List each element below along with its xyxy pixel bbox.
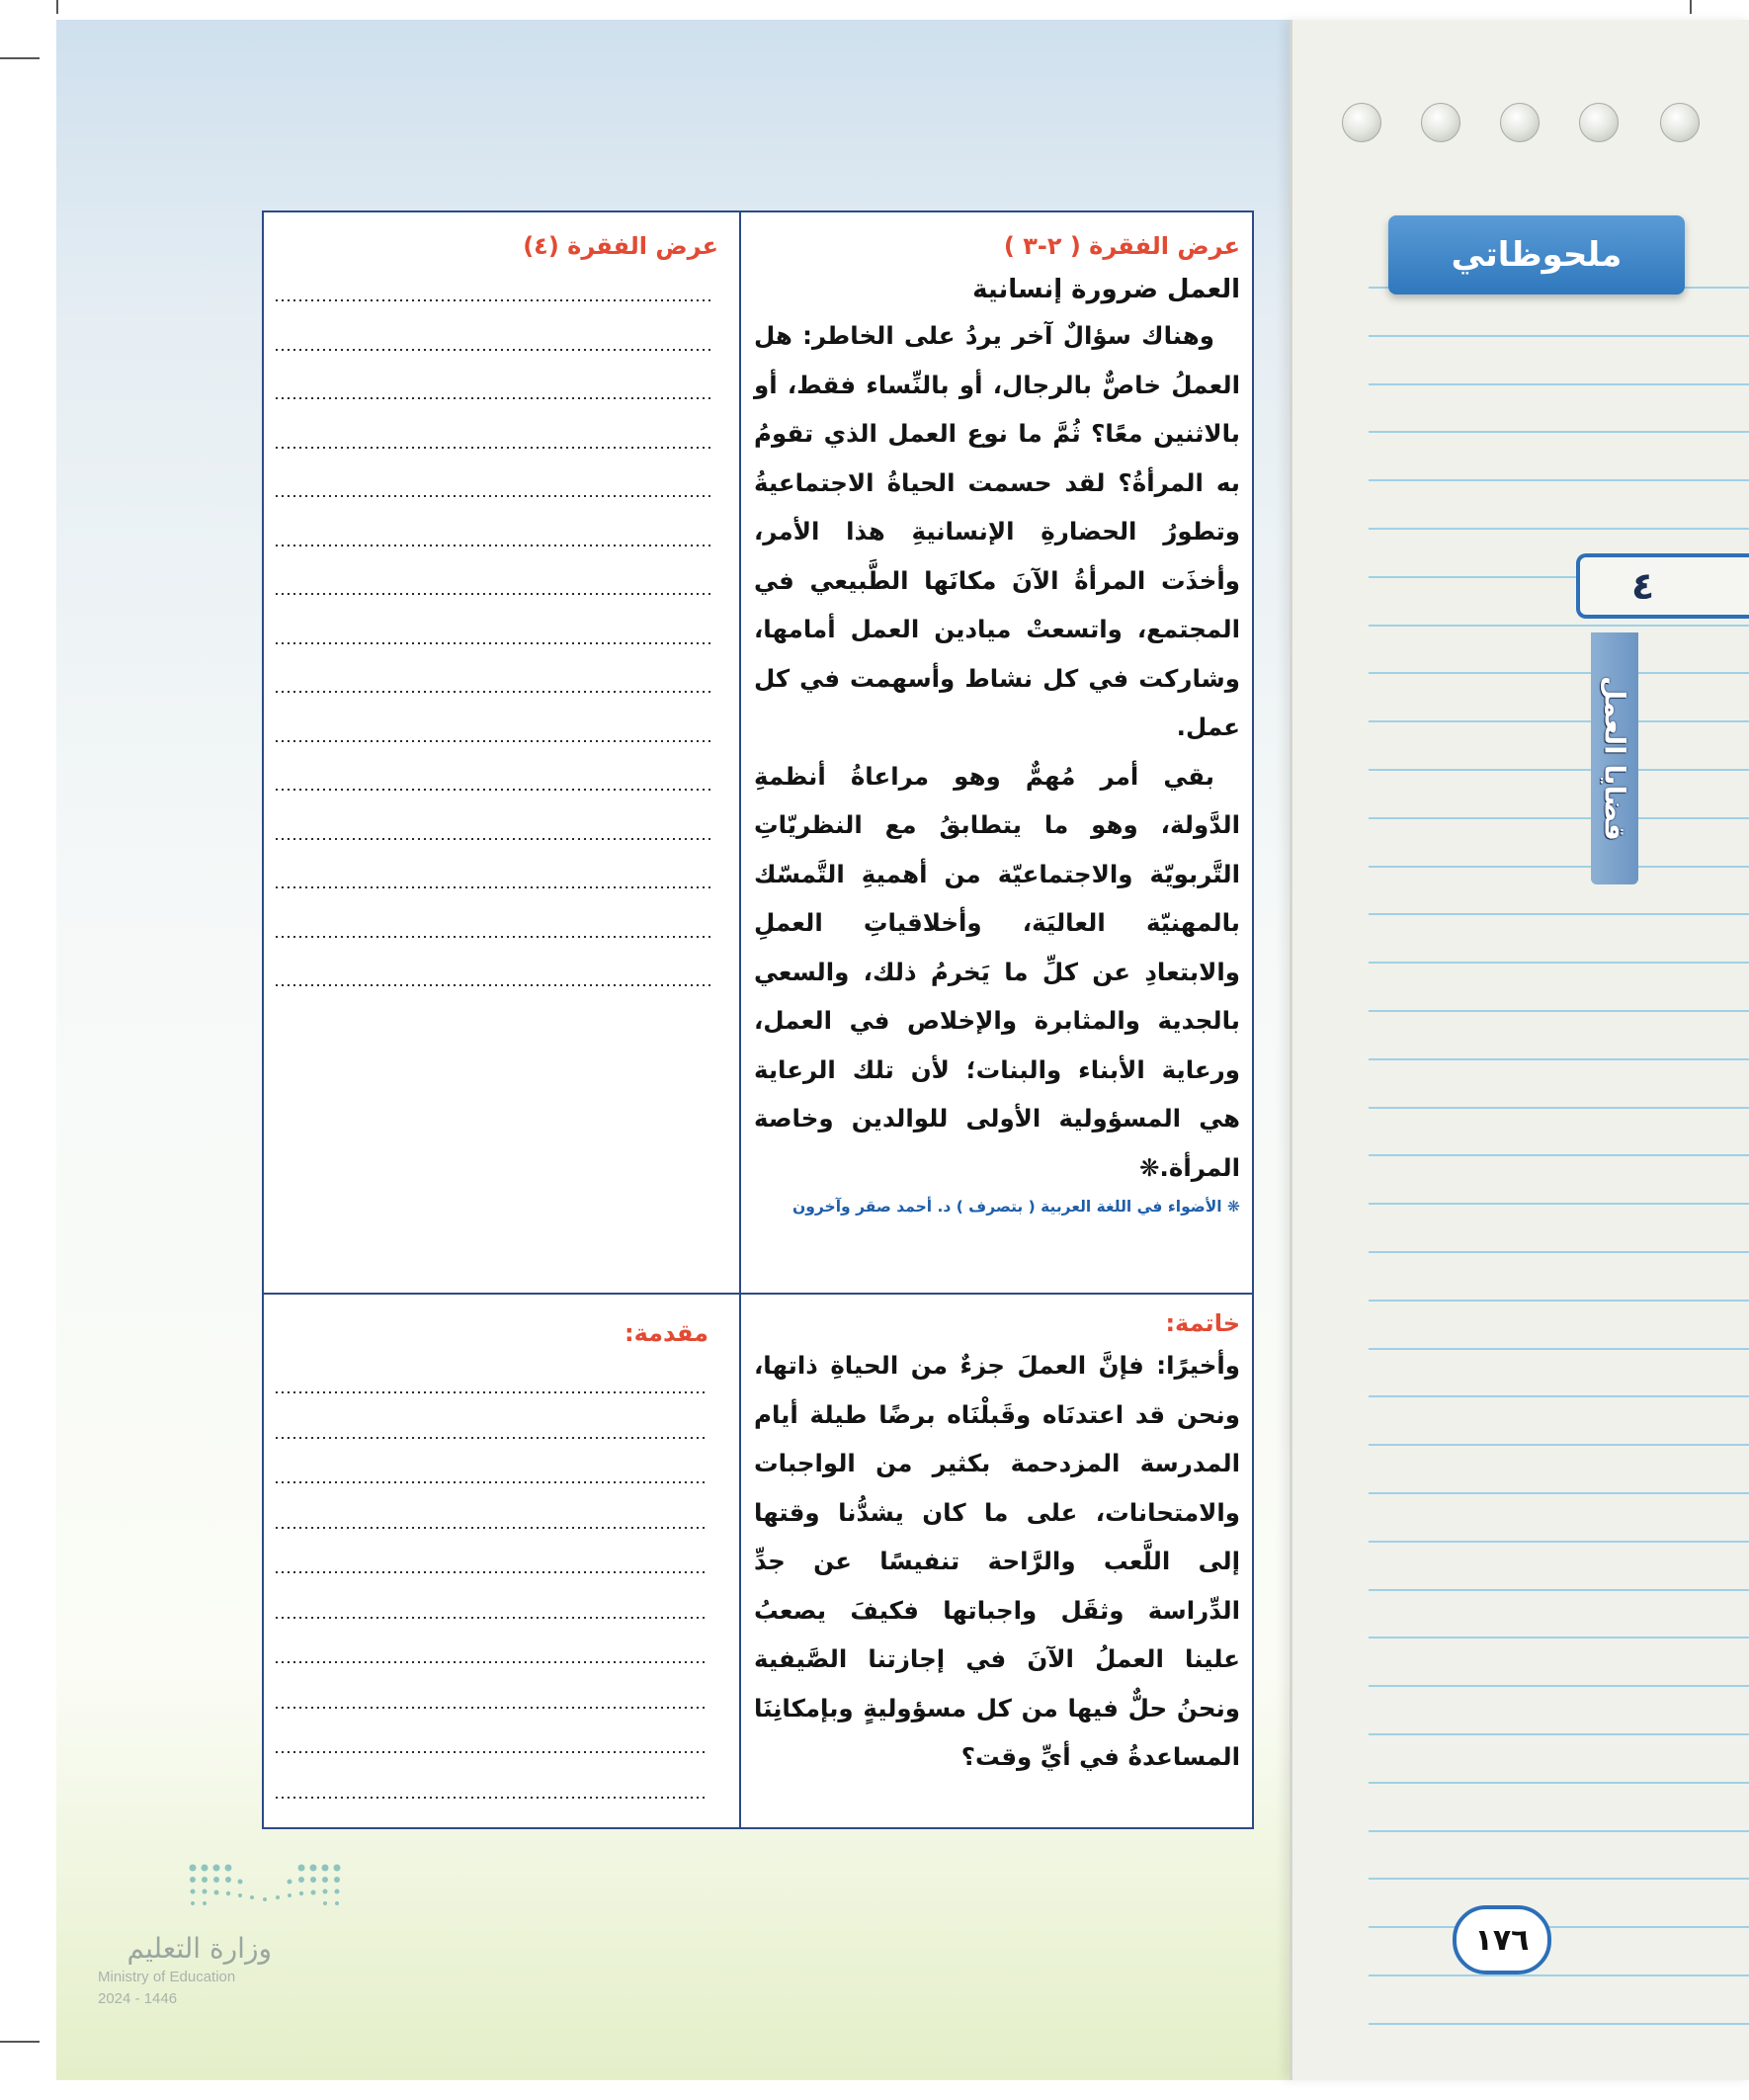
cell-heading-paragraph-4: عرض الفقرة (٤) (523, 232, 718, 260)
ministry-year: 2024 - 1446 (98, 1990, 178, 2007)
crop-mark (56, 0, 58, 14)
cell-heading-introduction: مقدمة: (624, 1319, 708, 1347)
binder-ring-icon (1500, 103, 1540, 142)
notebook-sidebar (1290, 20, 1749, 2080)
notebook-rule-line (1369, 769, 1749, 771)
notebook-rule-line (1369, 1203, 1749, 1205)
answer-line (274, 1571, 705, 1573)
notebook-rule-line (1369, 1541, 1749, 1543)
notebook-rule-line (1369, 431, 1749, 433)
answer-line (274, 1751, 705, 1753)
answer-line (274, 299, 714, 301)
conclusion-heading: خاتمة: (1165, 1309, 1240, 1337)
binder-ring-icon (1579, 103, 1619, 142)
conclusion-paragraph: وأخيرًا: فإنَّ العملَ جزءٌ من الحياةِ ذاتها، ونحن قد اعتدنَاه وقَبلْنَاه برضًا طيلة أيام المدرسة المزدحمة بكثير من الواجبات والامتحانات، على ما كان يشدُّنا وقتها إلى اللَّعب والرَّاحة تنفيسًا عن جدِّ الدِّراسة وثقَل واجباتها فكيفَ يصعبُ علينا العملُ الآنَ في إجازتنا الصَّيفية ونحنُ حلٌّ فيها من كل مسؤوليةٍ وبإمكانِنَا المساعدةُ في أيِّ وقت؟ (754, 1351, 1240, 1771)
notebook-rule-line (1369, 1395, 1749, 1397)
notebook-rule-line (1369, 1492, 1749, 1494)
notebook-rule-line (1369, 1154, 1749, 1156)
answer-line (274, 984, 714, 986)
notebook-rule-line (1369, 383, 1749, 385)
notebook-rule-line (1369, 962, 1749, 964)
notebook-rule-line (1369, 1830, 1749, 1832)
ministry-name-ar: وزارة التعليم (126, 1932, 272, 1965)
body-paragraph: بقي أمر مُهمٌّ وهو مراعاةُ أنظمةِ الدَّولة، وهو ما يتطابقُ مع النظريّاتِ التَّربويّة والاجتماعيّة من أهميةِ التَّمسّك بالمهنيّة العاليَة، وأخلاقياتِ العملِ والابتعادِ عن كلِّ ما يَخرمُ ذلك، والسعي بالجدية والمثابرة والإخلاص في العمل، ورعاية الأبناء والبنات؛ لأن تلك الرعاية هي المسؤولية الأولى للوالدين وخاصة المرأة.❋ (754, 761, 1240, 1182)
unit-number-box (1576, 553, 1749, 619)
answer-line (274, 349, 714, 351)
answer-line (274, 789, 714, 791)
ministry-emblem-icon (183, 1858, 351, 1917)
notebook-rule-line (1369, 1300, 1749, 1302)
notebook-rule-line (1369, 1974, 1749, 1976)
crop-mark (0, 57, 40, 59)
binder-ring-icon (1660, 103, 1700, 142)
footnote: ❋ الأضواء في اللغة العربية ( بتصرف ) د. أحمد صقر وآخرون (792, 1198, 1240, 1216)
unit-number: ٤ (1631, 564, 1655, 608)
notebook-rule-line (1369, 2023, 1749, 2025)
body-paragraph: وهناك سؤالٌ آخر يردُ على الخاطر: هل العملُ خاصٌّ بالرجال، أو بالنِّساء فقط، أو بالاثنين معًا؟ ثُمَّ ما نوع العمل الذي تقومُ به المرأةُ؟ لقد حسمت الحياةُ الاجتماعيةُ وتطورُ الحضارةِ الإنسانيةِ هذا الأمر، وأخذَت المرأةُ الآنَ مكانَها الطَّبيعي في المجتمع، واتسعتْ ميادين العمل أمامها، وشاركت في كل نشاط وأسهمت في كل عمل. (754, 321, 1240, 741)
answer-line (274, 1661, 705, 1663)
notebook-rule-line (1369, 720, 1749, 722)
notebook-rule-line (1369, 1685, 1749, 1687)
answer-line (274, 1797, 705, 1799)
answer-line (274, 495, 714, 497)
notebook-rule-line (1369, 913, 1749, 915)
notebook-rule-line (1369, 1733, 1749, 1735)
answer-line (274, 1527, 705, 1529)
unit-title-tab (1591, 632, 1638, 884)
notebook-rule-line (1369, 1058, 1749, 1060)
notebook-rule-line (1369, 1010, 1749, 1012)
notebook-rule-line (1369, 817, 1749, 819)
crop-mark (1690, 0, 1692, 14)
notebook-rule-line (1369, 1589, 1749, 1591)
answer-line (274, 447, 714, 449)
answer-line (274, 593, 714, 595)
answer-line (274, 936, 714, 938)
unit-title: قضايا العمل (1598, 676, 1631, 841)
notes-tab (1388, 215, 1685, 294)
cell-paragraph-2-3 (754, 232, 1240, 1216)
notebook-rule-line (1369, 625, 1749, 627)
notebook-rule-line (1369, 1348, 1749, 1350)
binder-ring-icon (1342, 103, 1381, 142)
ministry-name-en: Ministry of Education (98, 1969, 236, 1985)
answer-line (274, 1391, 705, 1393)
notes-tab-label: ملحوظاتي (1451, 235, 1623, 275)
answer-line (274, 691, 714, 693)
row-divider (264, 1293, 1252, 1295)
answer-line (274, 1707, 705, 1709)
section-heading: عرض الفقرة ( ٢-٣ ) (1003, 232, 1240, 260)
answer-line (274, 1481, 705, 1483)
notebook-rule-line (1369, 1637, 1749, 1638)
section-title: العمل ضرورة إنسانية (972, 275, 1240, 304)
binder-ring-icon (1421, 103, 1460, 142)
notebook-rule-line (1369, 1782, 1749, 1784)
notebook-rule-line (1369, 866, 1749, 868)
notebook-rule-line (1369, 672, 1749, 674)
notebook-rule-line (1369, 528, 1749, 530)
notebook-rule-line (1369, 1251, 1749, 1253)
column-divider (739, 212, 741, 1827)
answer-line (274, 838, 714, 840)
notebook-rule-line (1369, 1107, 1749, 1109)
answer-line (274, 740, 714, 742)
answer-line (274, 397, 714, 399)
crop-mark (0, 2041, 40, 2043)
worksheet-table (262, 210, 1254, 1829)
answer-line (274, 1617, 705, 1619)
answer-line (274, 545, 714, 546)
notebook-rule-line (1369, 1926, 1749, 1928)
ministry-logo (94, 1858, 371, 2006)
notebook-rule-line (1369, 1444, 1749, 1446)
notebook-rule-line (1369, 479, 1749, 481)
page-number-text: ١٧٦ (1474, 1922, 1530, 1958)
cell-conclusion (754, 1309, 1240, 1782)
answer-line (274, 642, 714, 644)
notebook-rule-line (1369, 1878, 1749, 1880)
page-number (1453, 1905, 1551, 1974)
answer-line (274, 886, 714, 888)
answer-line (274, 1437, 705, 1439)
notebook-rule-line (1369, 335, 1749, 337)
